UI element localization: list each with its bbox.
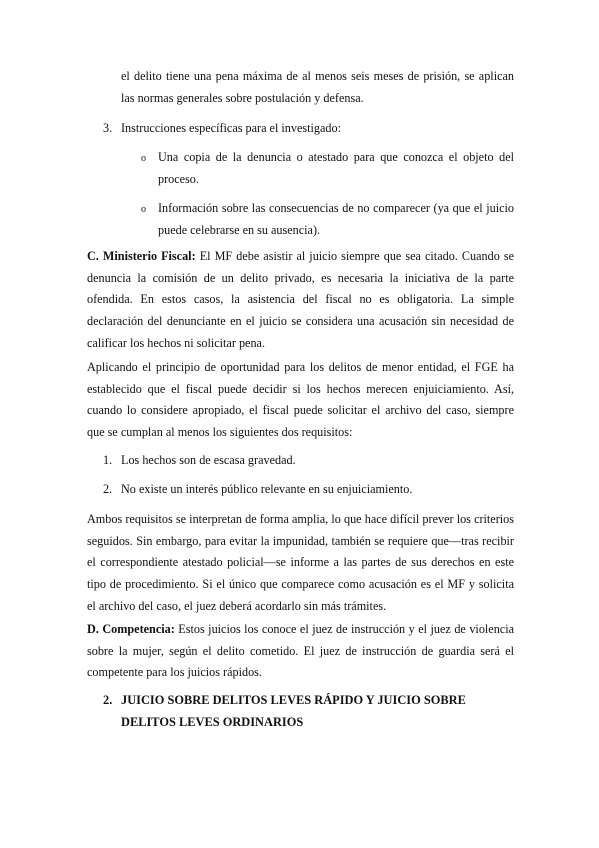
requirement-1-text: Los hechos son de escasa gravedad. — [121, 453, 296, 467]
section-c-label: C. Ministerio Fiscal: — [87, 249, 196, 263]
bullet-marker-2: o — [141, 204, 146, 215]
section-d-text: Estos juicios los conoce el juez de instrucción y el juez de violencia sobre la mujer, según el delito cometido. El juez de instrucción de guardia será el competente para los juicios rápidos. — [87, 622, 515, 680]
section-d-label: D. Competencia: — [87, 622, 175, 636]
bullet-marker-1: o — [141, 153, 146, 164]
both-requirements-paragraph: Ambos requisitos se interpretan de forma amplia, lo que hace difícil prever los criterios seguidos. Sin embargo, para evitar la impunidad, también se requiere que—tras recibir el correspondiente atestado policial—se informe a las partes de sus derechos en este tipo de procedimiento. Si el único que comparece como acusación es el MF y solicita el archivo del caso, el juez deberá acordarlo sin más trámites. — [87, 512, 514, 613]
requirement-2-number: 2. — [103, 482, 113, 496]
bullet-1-text: Una copia de la denuncia o atestado para que conozca el objeto del proceso. — [158, 150, 514, 186]
bullet-2-text: Información sobre las consecuencias de no comparecer (ya que el juicio puede celebrarse en su ausencia). — [158, 201, 514, 237]
fge-paragraph: Aplicando el principio de oportunidad para los delitos de menor entidad, el FGE ha establecido que el fiscal puede decidir si los hechos merecen enjuiciamiento. Así, cuando lo considere apropiado, el fiscal puede solicitar el archivo del caso, siempre que se cumplan al menos los siguientes dos requisitos: — [87, 360, 514, 440]
section-d-paragraph — [87, 619, 514, 684]
item3-number: 3. — [103, 121, 113, 135]
section-c-text: El MF debe asistir al juicio siempre que sea citado. Cuando se denuncia la comisión de un delito privado, es necesaria la iniciativa de la parte ofendida. En estos casos, la asistencia del fiscal no es obligatoria. La simple declaración del denunciante en el juicio se considera una acusación sin necesidad de calificar los hechos ni solicitar pena. — [87, 249, 515, 350]
section-c-paragraph — [87, 246, 514, 355]
requirement-2-text: No existe un interés público relevante en su enjuiciamiento. — [121, 482, 413, 496]
intro-continuation: el delito tiene una pena máxima de al menos seis meses de prisión, se aplican las normas generales sobre postulación y defensa. — [121, 69, 514, 105]
heading-2-text: JUICIO SOBRE DELITOS LEVES RÁPIDO Y JUICIO SOBRE DELITOS LEVES ORDINARIOS — [121, 693, 466, 729]
requirement-1-number: 1. — [103, 453, 113, 467]
heading-2-number: 2. — [103, 693, 113, 707]
item3-text: Instrucciones específicas para el investigado: — [121, 121, 341, 135]
